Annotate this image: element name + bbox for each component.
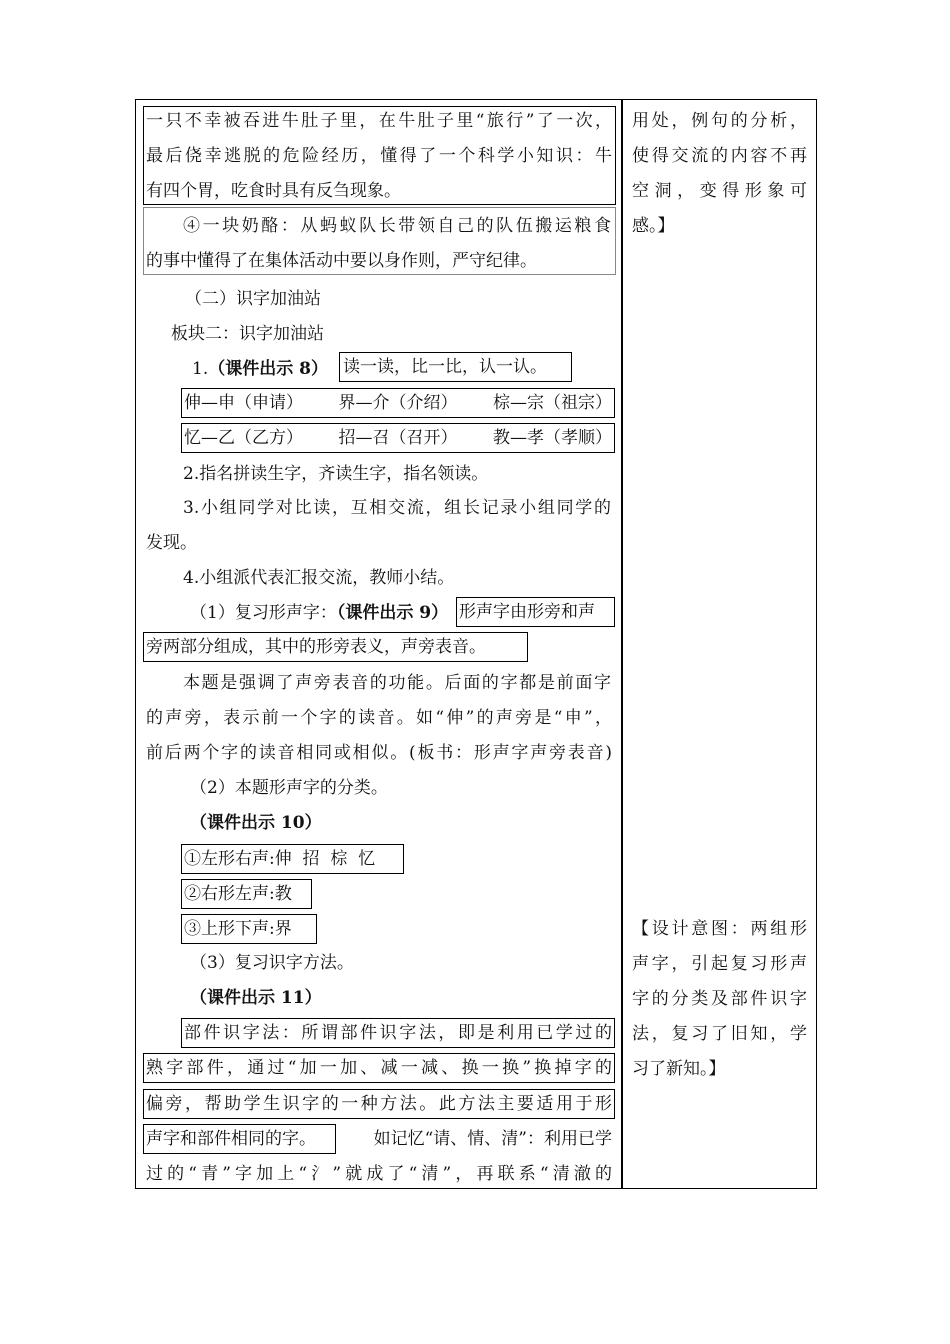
cheese-line-1: ④一块奶酪：从蚂蚁队长带领自己的队伍搬运粮食 (183, 216, 611, 236)
method-line-5: 过的“青”字加上“氵”就成了“清”，再联系“清澈的 (146, 1164, 612, 1184)
category-3: ③上形下声:界 (184, 919, 292, 939)
comment-line-2: 使得交流的内容不再 (632, 146, 807, 166)
design-line-2: 声字，引起复习形声 (632, 954, 807, 974)
courseware-8: （课件出示 8） (208, 359, 328, 379)
courseware-11-text: （课件出示 11） (190, 988, 322, 1008)
method-line-2: 熟字部件，通过“加一加、减一减、换一换”换掉字的 (146, 1058, 612, 1078)
courseware-9: （课件出示 9） (336, 603, 449, 623)
cheese-line-2: 的事中懂得了在集体活动中要以身作则，严守纪律。 (146, 251, 537, 271)
method-line-4-rest: 如记忆“请、情、清”：利用已学 (373, 1129, 612, 1149)
method-line-1: 部件识字法：所谓部件识字法，即是利用已学过的 (184, 1023, 612, 1043)
item-4: 4.小组派代表汇报交流，教师小结。 (183, 568, 455, 588)
design-line-5: 习了新知。】 (632, 1059, 726, 1079)
courseware-10-text: （课件出示 10） (190, 813, 322, 833)
section-heading: （二）识字加油站 (185, 289, 321, 309)
method-line-4 (146, 1127, 612, 1151)
sub-item-1 (190, 601, 448, 625)
comment-line-4: 感。】 (632, 216, 675, 236)
pair-row-2 (184, 426, 612, 450)
explain-line-2: 的声旁，表示前一个字的读音。如“伸”的声旁是“申”， (146, 708, 612, 728)
phonetic-def-line-1: 形声字由形旁和声 (459, 602, 595, 622)
block-heading: 板块二：识字加油站 (171, 324, 324, 344)
design-line-3: 字的分类及部件识字 (632, 989, 807, 1009)
comment-line-1: 用处，例句的分析， (632, 111, 807, 131)
category-1: ①左形右声:伸 招 棕 忆 (184, 849, 376, 869)
story-line-1: 一只不幸被吞进牛肚子里，在牛肚子里“旅行”了一次， (146, 111, 612, 131)
column-divider (621, 99, 623, 1189)
courseware-10 (190, 811, 322, 835)
story-line-3: 有四个胃，吃食时具有反刍现象。 (146, 181, 401, 201)
item-2: 2.指名拼读生字，齐读生字，指名领读。 (183, 464, 489, 484)
pair-6: 教—孝（孝顺） (493, 428, 612, 448)
pair-1: 伸—申（申请） (184, 393, 303, 413)
sub-item-3: （3）复习识字方法。 (190, 953, 354, 973)
pair-5: 招—召（召开） (338, 428, 458, 448)
pair-4: 忆—乙（乙方） (184, 428, 303, 448)
design-line-1: 【设计意图：两组形 (632, 919, 807, 939)
pair-3: 棕—宗（祖宗） (493, 393, 612, 413)
method-line-4-boxed: 声字和部件相同的字。 (146, 1129, 316, 1149)
comment-line-3: 空洞，变得形象可 (632, 181, 807, 201)
item-3-line-1: 3.小组同学对比读，互相交流，组长记录小组同学的 (183, 498, 611, 518)
sub-item-1-text: （1）复习形声字： (190, 603, 337, 623)
sub-item-2: （2）本题形声字的分类。 (190, 778, 388, 798)
phonetic-def-line-2: 旁两部分组成，其中的形旁表义，声旁表音。 (146, 637, 486, 657)
courseware-11 (190, 986, 322, 1010)
pair-row-1 (184, 391, 612, 415)
explain-line-1: 本题是强调了声旁表音的功能。后面的字都是前面字 (183, 673, 611, 693)
design-line-4: 法，复习了旧知，学 (632, 1024, 807, 1044)
category-2: ②右形左声:教 (184, 884, 292, 904)
item-1 (192, 357, 328, 381)
item-1-number: 1. (192, 359, 209, 379)
item-3-line-2: 发现。 (146, 533, 197, 553)
read-compare-text: 读一读，比一比，认一认。 (343, 357, 547, 377)
method-line-3: 偏旁，帮助学生识字的一种方法。此方法主要适用于形 (146, 1094, 612, 1114)
explain-line-3: 前后两个字的读音相同或相似。(板书：形声字声旁表音) (146, 743, 612, 763)
pair-2: 界—介（介绍） (338, 393, 458, 413)
story-line-2: 最后侥幸逃脱的危险经历，懂得了一个科学小知识：牛 (146, 146, 612, 166)
